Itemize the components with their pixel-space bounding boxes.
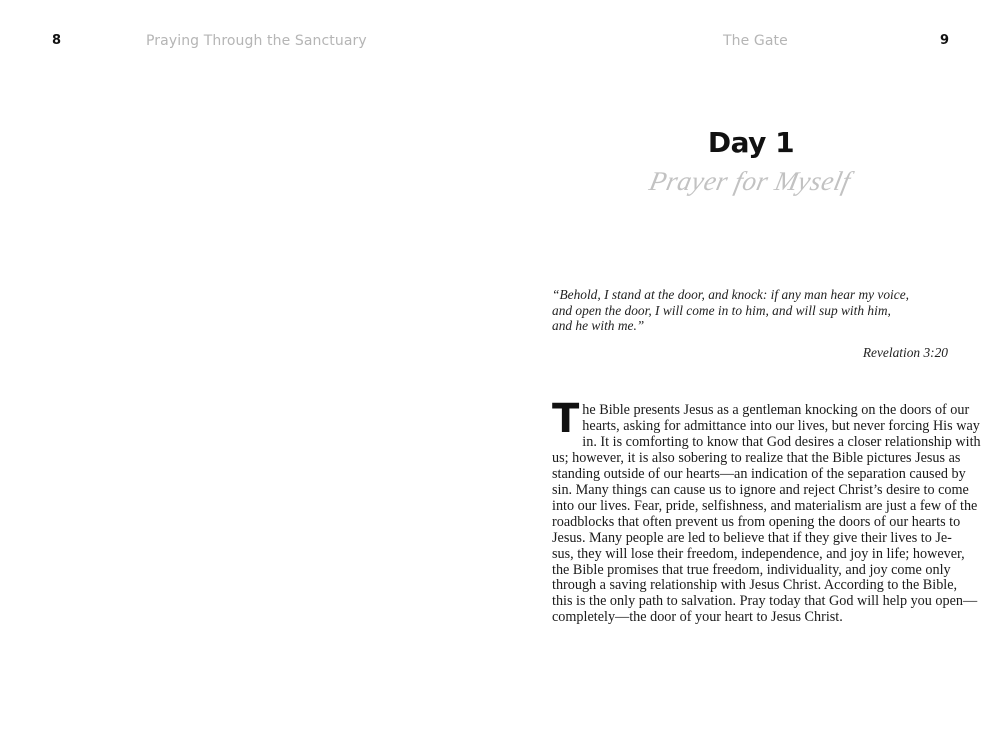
body-line: Jesus. Many people are led to believe that if they give their lives to Je- bbox=[552, 529, 952, 546]
running-head-book-title: Praying Through the Sanctuary bbox=[146, 33, 367, 49]
devotional-body bbox=[552, 396, 981, 626]
day-subtitle: Prayer for Myself bbox=[646, 166, 854, 196]
body-line: in. It is comforting to know that God desires a closer relationship with bbox=[582, 433, 981, 450]
body-line: hearts, asking for admittance into our lives, but never forcing His way bbox=[582, 417, 980, 434]
body-line: standing outside of our hearts—an indication of the separation caused by bbox=[552, 465, 966, 482]
body-line: through a saving relationship with Jesus Christ. According to the Bible, bbox=[552, 577, 958, 594]
scripture-reference: Revelation 3:20 bbox=[862, 345, 948, 360]
body-line: completely—the door of your heart to Jesus Christ. bbox=[552, 609, 843, 626]
body-line: sin. Many things can cause us to ignore and reject Christ’s desire to come bbox=[552, 481, 969, 498]
running-head-section-title: The Gate bbox=[723, 33, 788, 49]
scripture-line: and he with me.” bbox=[552, 318, 645, 333]
body-line: he Bible presents Jesus as a gentleman knocking on the doors of our bbox=[582, 402, 970, 418]
body-line: us; however, it is also sobering to realize that the Bible pictures Jesus as bbox=[552, 449, 961, 466]
right-page bbox=[500, 0, 1000, 750]
day-heading bbox=[500, 126, 1000, 159]
scripture-quote bbox=[552, 287, 948, 334]
body-line: sus, they will lose their freedom, independence, and joy in life; however, bbox=[552, 545, 965, 562]
page-number-right: 9 bbox=[940, 33, 950, 48]
day-heading-text: Day 1 bbox=[707, 126, 795, 159]
body-line: this is the only path to salvation. Pray today that God will help you open— bbox=[552, 593, 978, 610]
scripture-line: “Behold, I stand at the door, and knock: if any man hear my voice, bbox=[552, 287, 910, 302]
scripture-line: and open the door, I will come in to him, and will sup with him, bbox=[552, 302, 891, 318]
page-number-left: 8 bbox=[52, 33, 62, 48]
body-line: into our lives. Fear, pride, selfishness, and materialism are just a few of the bbox=[552, 497, 978, 514]
body-line: roadblocks that often prevent us from opening the doors of our hearts to bbox=[552, 513, 961, 530]
body-line: the Bible promises that true freedom, individuality, and joy come only bbox=[552, 561, 951, 578]
drop-cap: T bbox=[552, 396, 580, 442]
